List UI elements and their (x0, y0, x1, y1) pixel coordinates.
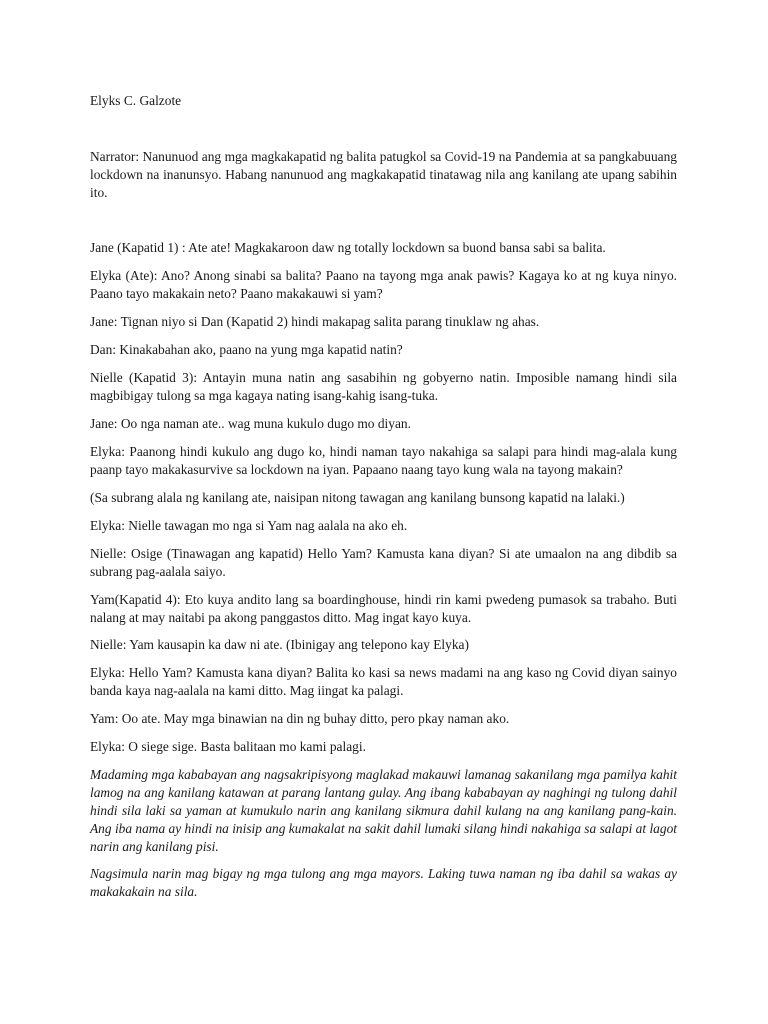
paragraph-narrator: Narrator: Nanunuod ang mga magkakapatid ng balita patugkol sa Covid-19 na Pandemia at sa pangkabuuang lockdown na inanunsyo. Habang nanunuod ang magkakapatid tinatawag nila ang kanilang ate upang sabihin ito. (90, 149, 677, 200)
paragraph-dialogue: Yam: Oo ate. May mga binawian na din ng buhay ditto, pero pkay naman ako. (90, 711, 510, 726)
paragraph-narration: Madaming mga kababayan ang nagsakripisyong maglakad makauwi lamanag sakanilang mga pamilya kahit lamog na ang kanilang katawan at parang lantang gulay. Ang ibang kababayan ay naghingi ng tulong dahil hindi sila laki sa yaman at kumukulo narin ang kanilang sikmura dahil kulang na ang kanilang pang-kain. Ang iba nama ay hindi na inisip ang kumakalat na sakit dahil lumaki silang hindi nakahiga sa salapi at lagot narin ang kanilang pisi. (90, 767, 677, 854)
paragraph-dialogue: Nielle: Yam kausapin ka daw ni ate. (Ibinigay ang telepono kay Elyka) (90, 637, 469, 652)
paragraph-dialogue: Elyka (Ate): Ano? Anong sinabi sa balita? Paano na tayong mga anak pawis? Kagaya ko at ng kuya ninyo. Paano tayo makakain neto? Paano makakauwi si yam? (90, 268, 677, 301)
paragraph-dialogue: Nielle (Kapatid 3): Antayin muna natin ang sasabihin ng gobyerno natin. Imposible namang hindi sila magbibigay tulong sa mga kagaya nating isang-kahig isang-tuka. (90, 370, 677, 403)
paragraph-dialogue: Elyka: O siege sige. Basta balitaan mo kami palagi. (90, 739, 366, 754)
paragraph-dialogue: Elyka: Paanong hindi kukulo ang dugo ko, hindi naman tayo nakahiga sa salapi para hindi mag-alala kung paanp tayo makakasurvive sa lockdown na iyan. Papaano naang tayo kung wala na tayong makain? (90, 444, 677, 477)
paragraph-dialogue: Elyka: Hello Yam? Kamusta kana diyan? Balita ko kasi sa news madami na ang kaso ng Covid diyan sainyo banda kaya nag-aalala na kami ditto. Mag iingat ka palagi. (90, 665, 677, 698)
paragraph-dialogue: Nielle: Osige (Tinawagan ang kapatid) Hello Yam? Kamusta kana diyan? Si ate umaalon na ang dibdib sa subrang pag-aalala saiyo. (90, 546, 677, 579)
paragraph-narration: Nagsimula narin mag bigay ng mga tulong ang mga mayors. Laking tuwa naman ng iba dahil sa wakas ay makakakain na sila. (90, 866, 677, 899)
paragraph-dialogue: Jane (Kapatid 1) : Ate ate! Magkakaroon daw ng totally lockdown sa buond bansa sabi sa balita. (90, 240, 606, 255)
paragraph-stage-direction: (Sa subrang alala ng kanilang ate, naisipan nitong tawagan ang kanilang bunsong kapatid na lalaki.) (90, 490, 625, 505)
author-name: Elyks C. Galzote (90, 93, 182, 108)
paragraph-dialogue: Dan: Kinakabahan ako, paano na yung mga kapatid natin? (90, 342, 403, 357)
paragraph-dialogue: Jane: Oo nga naman ate.. wag muna kukulo dugo mo diyan. (90, 416, 411, 431)
paragraph-dialogue: Jane: Tignan niyo si Dan (Kapatid 2) hindi makapag salita parang tinuklaw ng ahas. (90, 314, 540, 329)
paragraph-dialogue: Yam(Kapatid 4): Eto kuya andito lang sa boardinghouse, hindi rin kami pwedeng pumasok sa trabaho. Buti nalang at may naitabi pa akong panggastos ditto. Mag ingat kayo kuya. (90, 592, 677, 625)
paragraph-dialogue: Elyka: Nielle tawagan mo nga si Yam nag aalala na ako eh. (90, 518, 408, 533)
